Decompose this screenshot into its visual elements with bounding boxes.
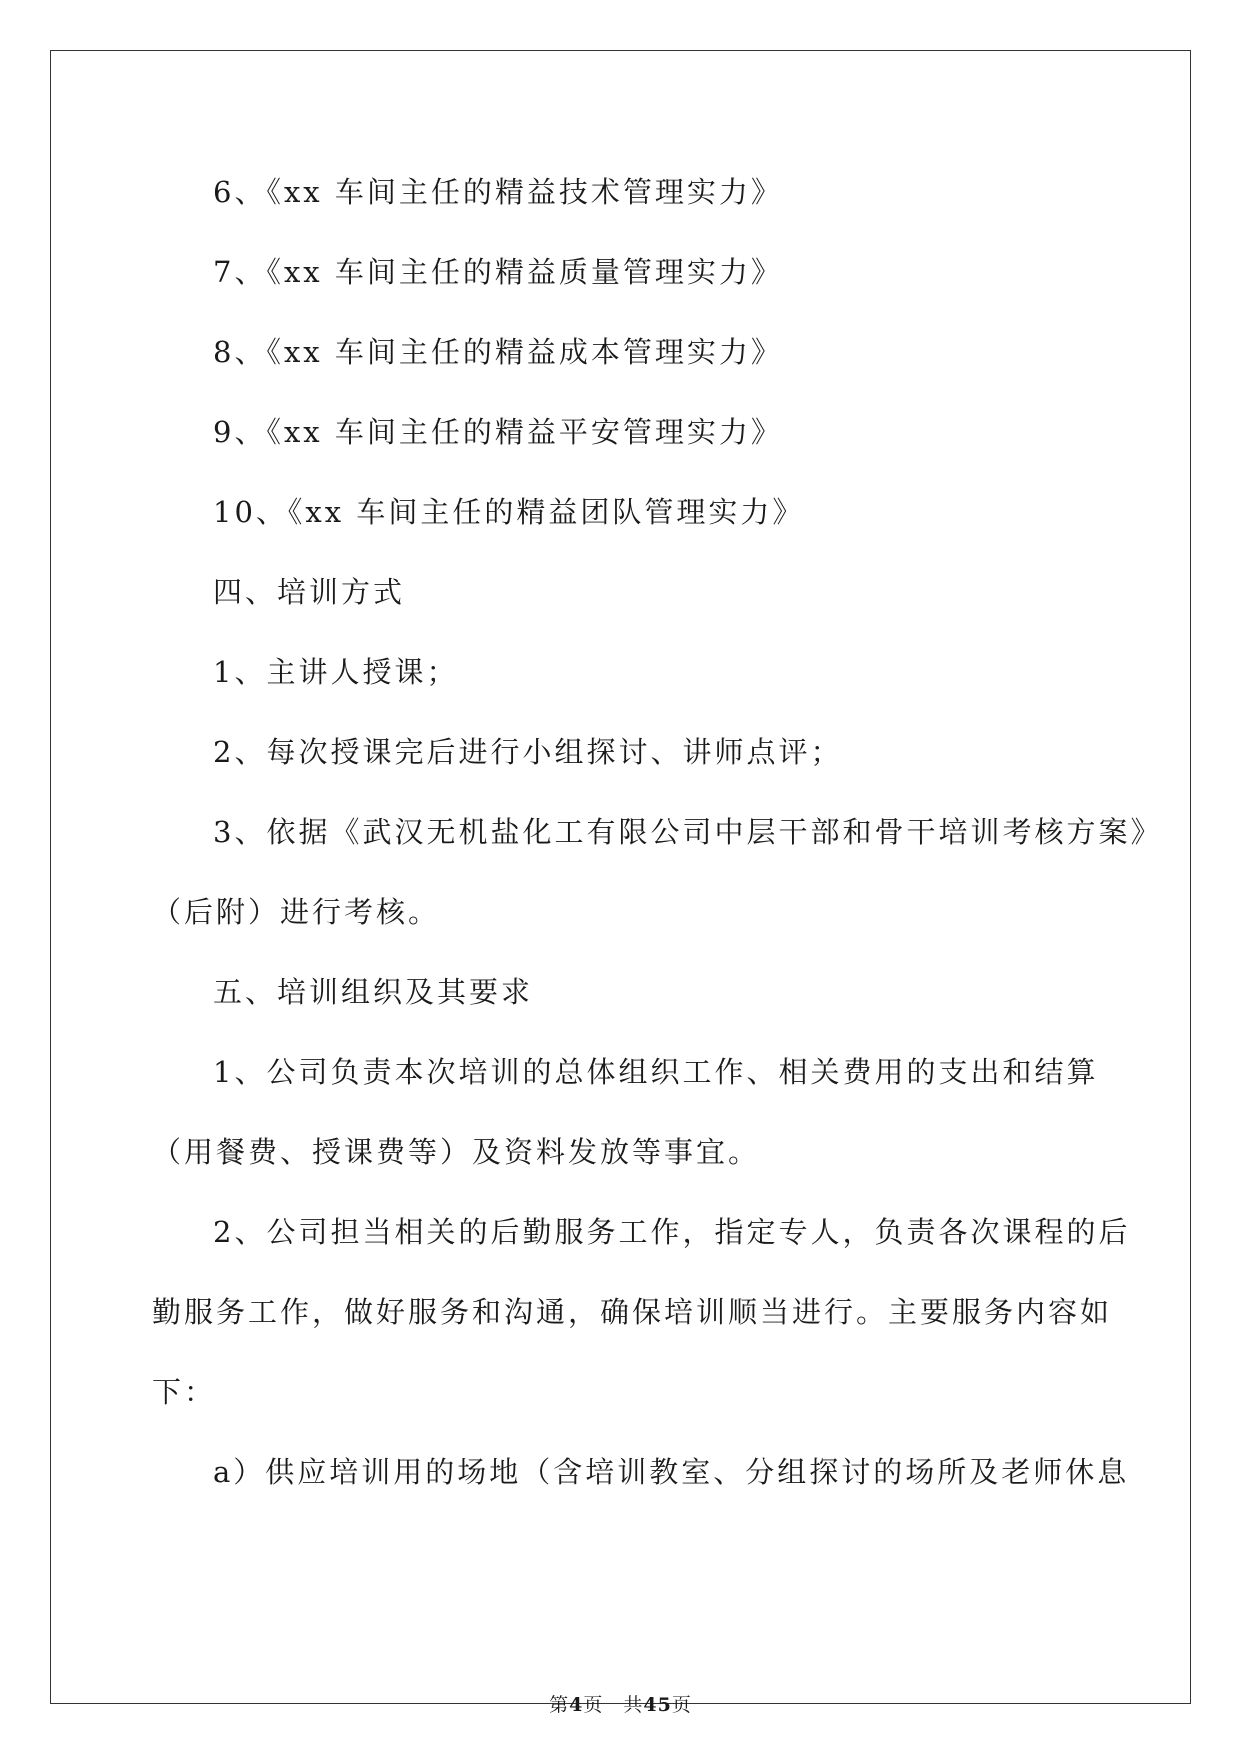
- paragraph-line: 下：: [152, 1375, 217, 1409]
- paragraph-line: （用餐费、授课费等）及资料发放等事宜。: [152, 1135, 761, 1169]
- list-item-7: 7、《xx 车间主任的精益质量管理实力》: [213, 255, 783, 289]
- paragraph-line: 1、主讲人授课；: [213, 655, 459, 689]
- paragraph-line: 3、依据《武汉无机盐化工有限公司中层干部和骨干培训考核方案》: [213, 815, 1163, 849]
- section-heading-organization: 五、培训组织及其要求: [213, 975, 534, 1009]
- paragraph-line: 2、公司担当相关的后勤服务工作，指定专人，负责各次课程的后: [213, 1215, 1131, 1249]
- paragraph-line: 勤服务工作，做好服务和沟通，确保培训顺当进行。主要服务内容如: [152, 1295, 1113, 1329]
- list-item-8: 8、《xx 车间主任的精益成本管理实力》: [213, 335, 783, 369]
- footer-prefix: 第: [549, 1694, 570, 1716]
- list-item-10: 10、《xx 车间主任的精益团队管理实力》: [213, 495, 805, 529]
- paragraph-line: （后附）进行考核。: [152, 895, 441, 929]
- paragraph-line: 1、公司负责本次培训的总体组织工作、相关费用的支出和结算: [213, 1055, 1099, 1089]
- page-footer: [0, 1690, 1241, 1717]
- list-item-9: 9、《xx 车间主任的精益平安管理实力》: [213, 415, 783, 449]
- footer-total-pages: 45: [643, 1694, 672, 1716]
- paragraph-line: 2、每次授课完后进行小组探讨、讲师点评；: [213, 735, 843, 769]
- list-item-6: 6、《xx 车间主任的精益技术管理实力》: [213, 175, 783, 209]
- section-heading-training-method: 四、培训方式: [213, 575, 406, 609]
- footer-suffix: 页: [671, 1694, 692, 1716]
- paragraph-line: a）供应培训用的场地（含培训教室、分组探讨的场所及老师休息: [213, 1455, 1130, 1489]
- footer-mid: 页 共: [583, 1694, 644, 1716]
- footer-page-number: 4: [569, 1694, 584, 1716]
